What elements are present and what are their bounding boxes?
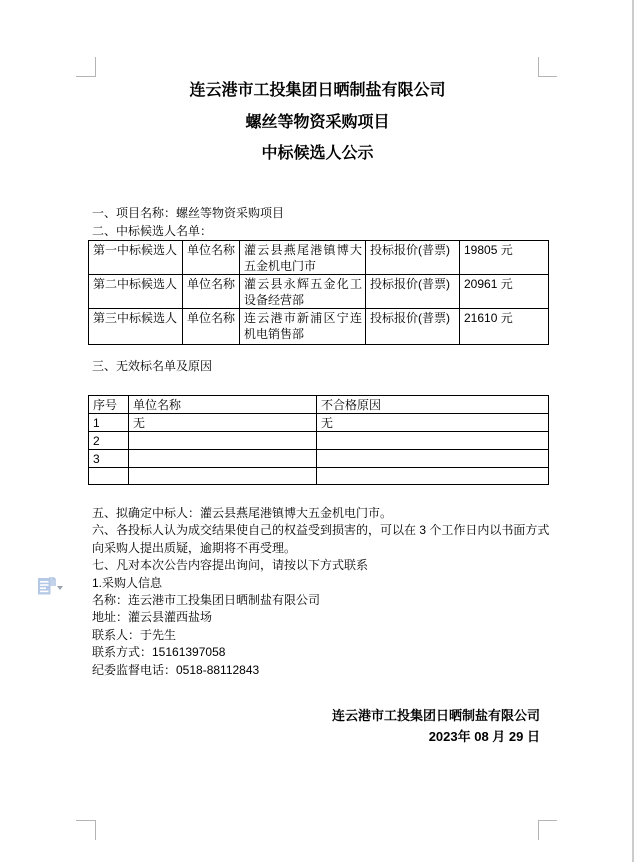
invalid-unit-cell bbox=[129, 450, 317, 468]
invalid-index-cell: 3 bbox=[89, 450, 129, 468]
text-boundary-mark-bottom-left bbox=[76, 820, 96, 821]
signature-date: 2023年 08 月 29 日 bbox=[428, 728, 540, 744]
invalid-unit-cell bbox=[129, 468, 317, 485]
doc-title-announcement: 中标候选人公示 bbox=[261, 145, 374, 162]
unit-label-cell: 单位名称 bbox=[183, 241, 240, 275]
invalid-reason-cell: 无 bbox=[317, 414, 549, 432]
invalid-index-cell: 2 bbox=[89, 432, 129, 450]
text-boundary-mark-top-right bbox=[539, 76, 557, 77]
candidate-row bbox=[89, 309, 549, 345]
text-boundary-mark-top-right bbox=[538, 57, 539, 77]
section-7-contact: 七、凡对本次公告内容提出询问，请按以下方式联系 bbox=[92, 558, 369, 573]
invalid-bids-table bbox=[88, 395, 549, 485]
invalid-header-reason: 不合格原因 bbox=[317, 396, 549, 414]
doc-title-company: 连云港市工投集团日晒制盐有限公司 bbox=[189, 82, 446, 99]
unit-label-cell: 单位名称 bbox=[183, 275, 240, 309]
price-value-cell: 19805 元 bbox=[460, 241, 549, 275]
invalid-reason-cell bbox=[317, 468, 549, 485]
section-2-candidates-heading: 二、中标候选人名单： bbox=[92, 224, 213, 238]
text-boundary-mark-bottom-right bbox=[538, 820, 539, 840]
section-3-invalid-heading: 三、无效标名单及原因 bbox=[92, 359, 213, 373]
section-6-objection: 六、各投标人认为成交结果使自己的权益受到损害的，可以在 3 个工作日内以书面方式向采购人提出质疑，逾期将不再受理。 bbox=[92, 523, 550, 555]
window-right-edge bbox=[632, 0, 634, 862]
text-boundary-mark-top-left bbox=[76, 76, 96, 77]
company-name-cell: 灌云县燕尾港镇博大五金机电门市 bbox=[240, 241, 366, 275]
candidate-rank-cell: 第一中标候选人 bbox=[89, 241, 183, 275]
invalid-row bbox=[89, 432, 549, 450]
buyer-info-heading: 1.采购人信息 bbox=[92, 575, 163, 590]
company-name-cell: 连云港市新浦区宁连机电销售部 bbox=[240, 309, 366, 345]
paste-options-icon[interactable] bbox=[38, 577, 57, 597]
doc-title-project: 螺丝等物资采购项目 bbox=[245, 114, 390, 131]
price-label-cell: 投标报价(普票) bbox=[366, 309, 460, 345]
invalid-unit-cell bbox=[129, 432, 317, 450]
price-label-cell: 投标报价(普票) bbox=[366, 275, 460, 309]
signature-block bbox=[332, 706, 540, 747]
section-5-winner: 五、拟确定中标人：灌云县燕尾港镇博大五金机电门市。 bbox=[92, 506, 393, 520]
buyer-name: 名称：连云港市工投集团日晒制盐有限公司 bbox=[92, 593, 321, 608]
candidate-rank-cell: 第二中标候选人 bbox=[89, 275, 183, 309]
paste-options-dropdown-icon[interactable] bbox=[57, 586, 63, 590]
invalid-reason-cell bbox=[317, 432, 549, 450]
invalid-index-cell: 1 bbox=[89, 414, 129, 432]
buyer-phone: 联系方式：15161397058 bbox=[92, 645, 226, 660]
price-value-cell: 21610 元 bbox=[460, 309, 549, 345]
signature-company: 连云港市工投集团日晒制盐有限公司 bbox=[331, 708, 540, 723]
text-boundary-mark-bottom-right bbox=[539, 820, 557, 821]
text-boundary-mark-bottom-left bbox=[95, 820, 96, 840]
body-paragraphs bbox=[92, 505, 558, 679]
invalid-index-cell bbox=[89, 468, 129, 485]
invalid-header-unit: 单位名称 bbox=[129, 396, 317, 414]
invalid-unit-cell: 无 bbox=[129, 414, 317, 432]
candidates-table bbox=[88, 240, 549, 345]
unit-label-cell: 单位名称 bbox=[183, 309, 240, 345]
buyer-contact-person: 联系人：于先生 bbox=[92, 627, 177, 642]
candidate-row bbox=[89, 241, 549, 275]
candidate-row bbox=[89, 275, 549, 309]
price-label-cell: 投标报价(普票) bbox=[366, 241, 460, 275]
invalid-row bbox=[89, 468, 549, 485]
invalid-header-index: 序号 bbox=[89, 396, 129, 414]
discipline-supervision-phone: 纪委监督电话：0518-88112843 bbox=[92, 662, 260, 677]
price-value-cell: 20961 元 bbox=[460, 275, 549, 309]
invalid-row bbox=[89, 450, 549, 468]
invalid-reason-cell bbox=[317, 450, 549, 468]
invalid-header-row bbox=[89, 396, 549, 414]
candidate-rank-cell: 第三中标候选人 bbox=[89, 309, 183, 345]
invalid-row bbox=[89, 414, 549, 432]
company-name-cell: 灌云县永辉五金化工设备经营部 bbox=[240, 275, 366, 309]
text-boundary-mark-top-left bbox=[95, 57, 96, 77]
section-1-project-name: 一、项目名称：螺丝等物资采购项目 bbox=[92, 206, 285, 220]
buyer-address: 地址：灌云县灌西盐场 bbox=[92, 610, 213, 625]
